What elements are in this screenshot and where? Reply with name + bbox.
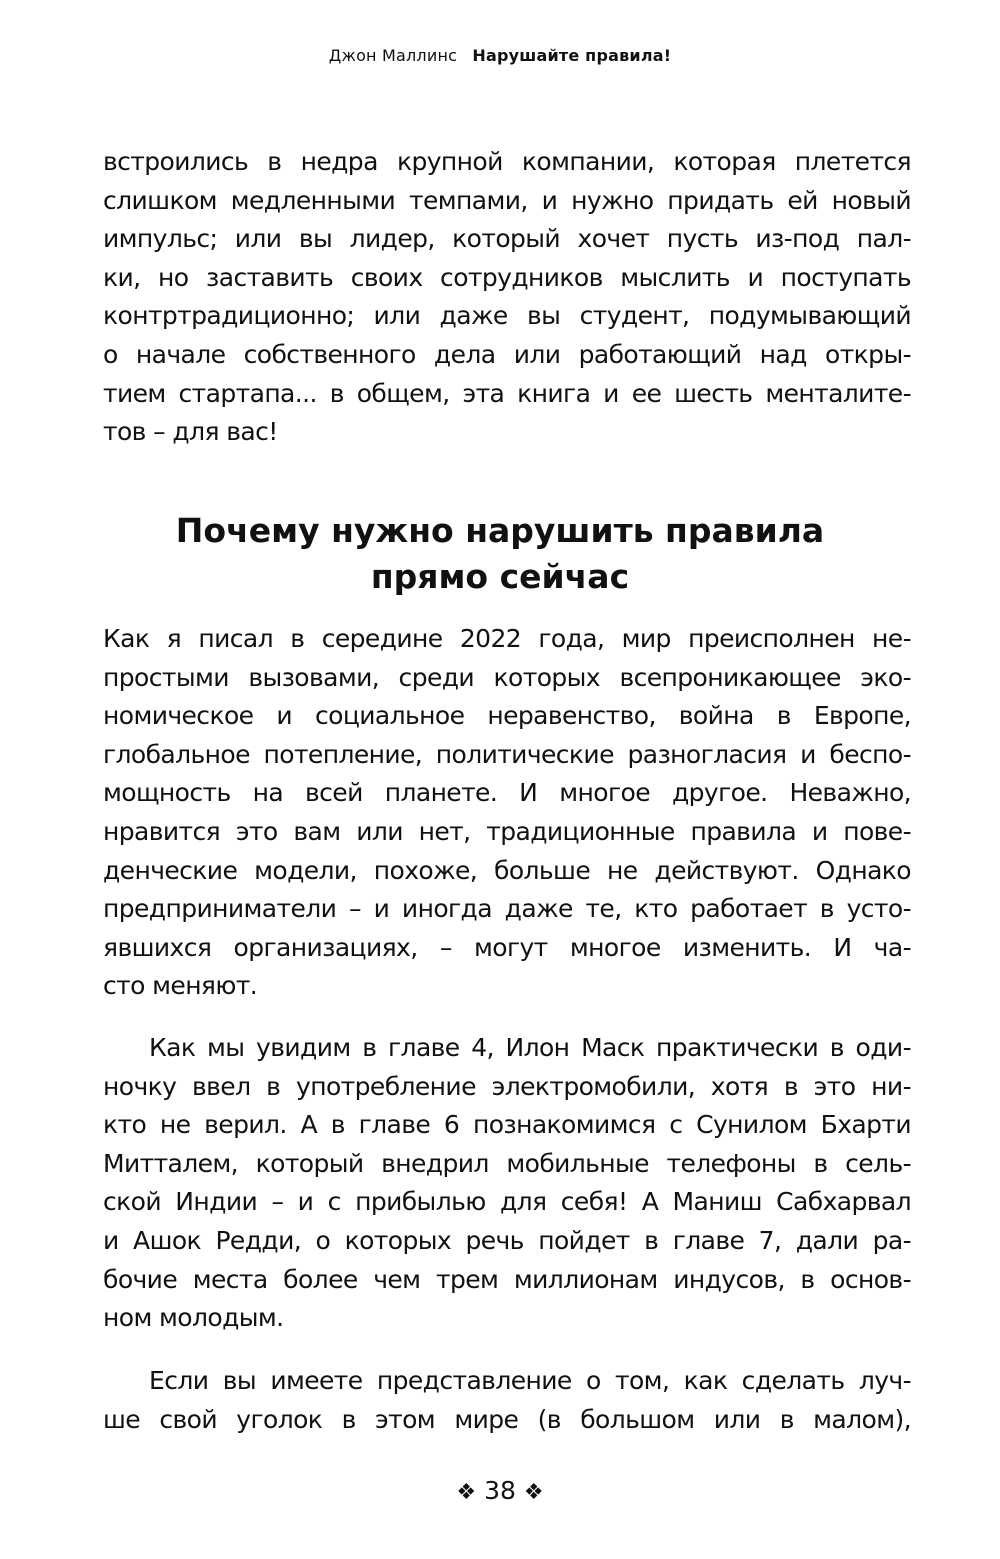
- text-line: номическое и социальное неравенство, война в Европе,: [103, 701, 911, 731]
- text-line: о начале собственного дела или работающий над откры-: [103, 339, 911, 369]
- paragraph-1: [103, 620, 911, 1006]
- text-line: глобальное потепление, политические разногласия и беспо-: [103, 739, 911, 769]
- page-footer: [0, 1476, 1000, 1505]
- text-line: мощность на всей планете. И многое другое. Неважно,: [103, 778, 911, 808]
- text-line: денческие модели, похоже, больше не действуют. Однако: [103, 855, 911, 885]
- text-line: Митталем, который внедрил мобильные телефоны в сель-: [103, 1148, 911, 1178]
- text-line: предприниматели – и иногда даже те, кто работает в усто-: [103, 894, 911, 924]
- text-line: ше свой уголок в этом мире (в большом или в малом),: [103, 1404, 911, 1434]
- text-line: и Ашок Редди, о которых речь пойдет в главе 7, дали ра-: [103, 1225, 911, 1255]
- text-line: контртрадиционно; или даже вы студент, подумывающий: [103, 301, 911, 331]
- text-line: ки, но заставить своих сотрудников мыслить и поступать: [103, 262, 911, 292]
- text-line: кто не верил. А в главе 6 познакомимся с Сунилом Бхарти: [103, 1110, 911, 1140]
- diamond-ornament-icon: ❖: [523, 1480, 544, 1505]
- header-book-title: Нарушайте правила!: [472, 46, 672, 65]
- section-heading-line-2: прямо сейчас: [370, 557, 630, 596]
- text-line: бочие места более чем трем миллионам индусов, в основ-: [103, 1264, 911, 1294]
- text-line: импульс; или вы лидер, который хочет пусть из-под пал-: [103, 224, 911, 254]
- paragraph-continued: [103, 143, 911, 452]
- text-line: тием стартапа... в общем, эта книга и ее шесть менталите-: [103, 378, 911, 408]
- section-heading: [0, 508, 1000, 600]
- text-line: Если вы имеете представление о том, как сделать луч-: [149, 1366, 911, 1395]
- section-heading-line-1: Почему нужно нарушить правила: [175, 511, 825, 550]
- page-number: 38: [484, 1476, 516, 1505]
- text-line: Как я писал в середине 2022 года, мир преисполнен не-: [103, 624, 911, 653]
- text-line: явшихся организациях, – могут многое изменить. И ча-: [103, 932, 911, 962]
- text-line: Как мы увидим в главе 4, Илон Маск практически в оди-: [149, 1033, 911, 1062]
- text-line: сто меняют.: [103, 971, 258, 1001]
- paragraph-2: [103, 1029, 911, 1338]
- diamond-ornament-icon: ❖: [456, 1480, 477, 1505]
- running-header: [0, 46, 1000, 65]
- paragraph-3: [103, 1362, 911, 1439]
- text-line: тов – для вас!: [103, 417, 278, 447]
- text-line: ном молодым.: [103, 1303, 284, 1333]
- header-author: Джон Маллинс: [328, 46, 458, 65]
- text-line: встроились в недра крупной компании, которая плетется: [103, 147, 911, 176]
- text-line: простыми вызовами, среди которых всепроникающее эко-: [103, 662, 911, 692]
- text-line: ночку ввел в употребление электромобили, хотя в это ни-: [103, 1071, 911, 1101]
- text-line: нравится это вам или нет, традиционные правила и пове-: [103, 816, 911, 846]
- text-line: ской Индии – и с прибылью для себя! А Маниш Сабхарвал: [103, 1187, 911, 1217]
- text-line: слишком медленными темпами, и нужно придать ей новый: [103, 185, 911, 215]
